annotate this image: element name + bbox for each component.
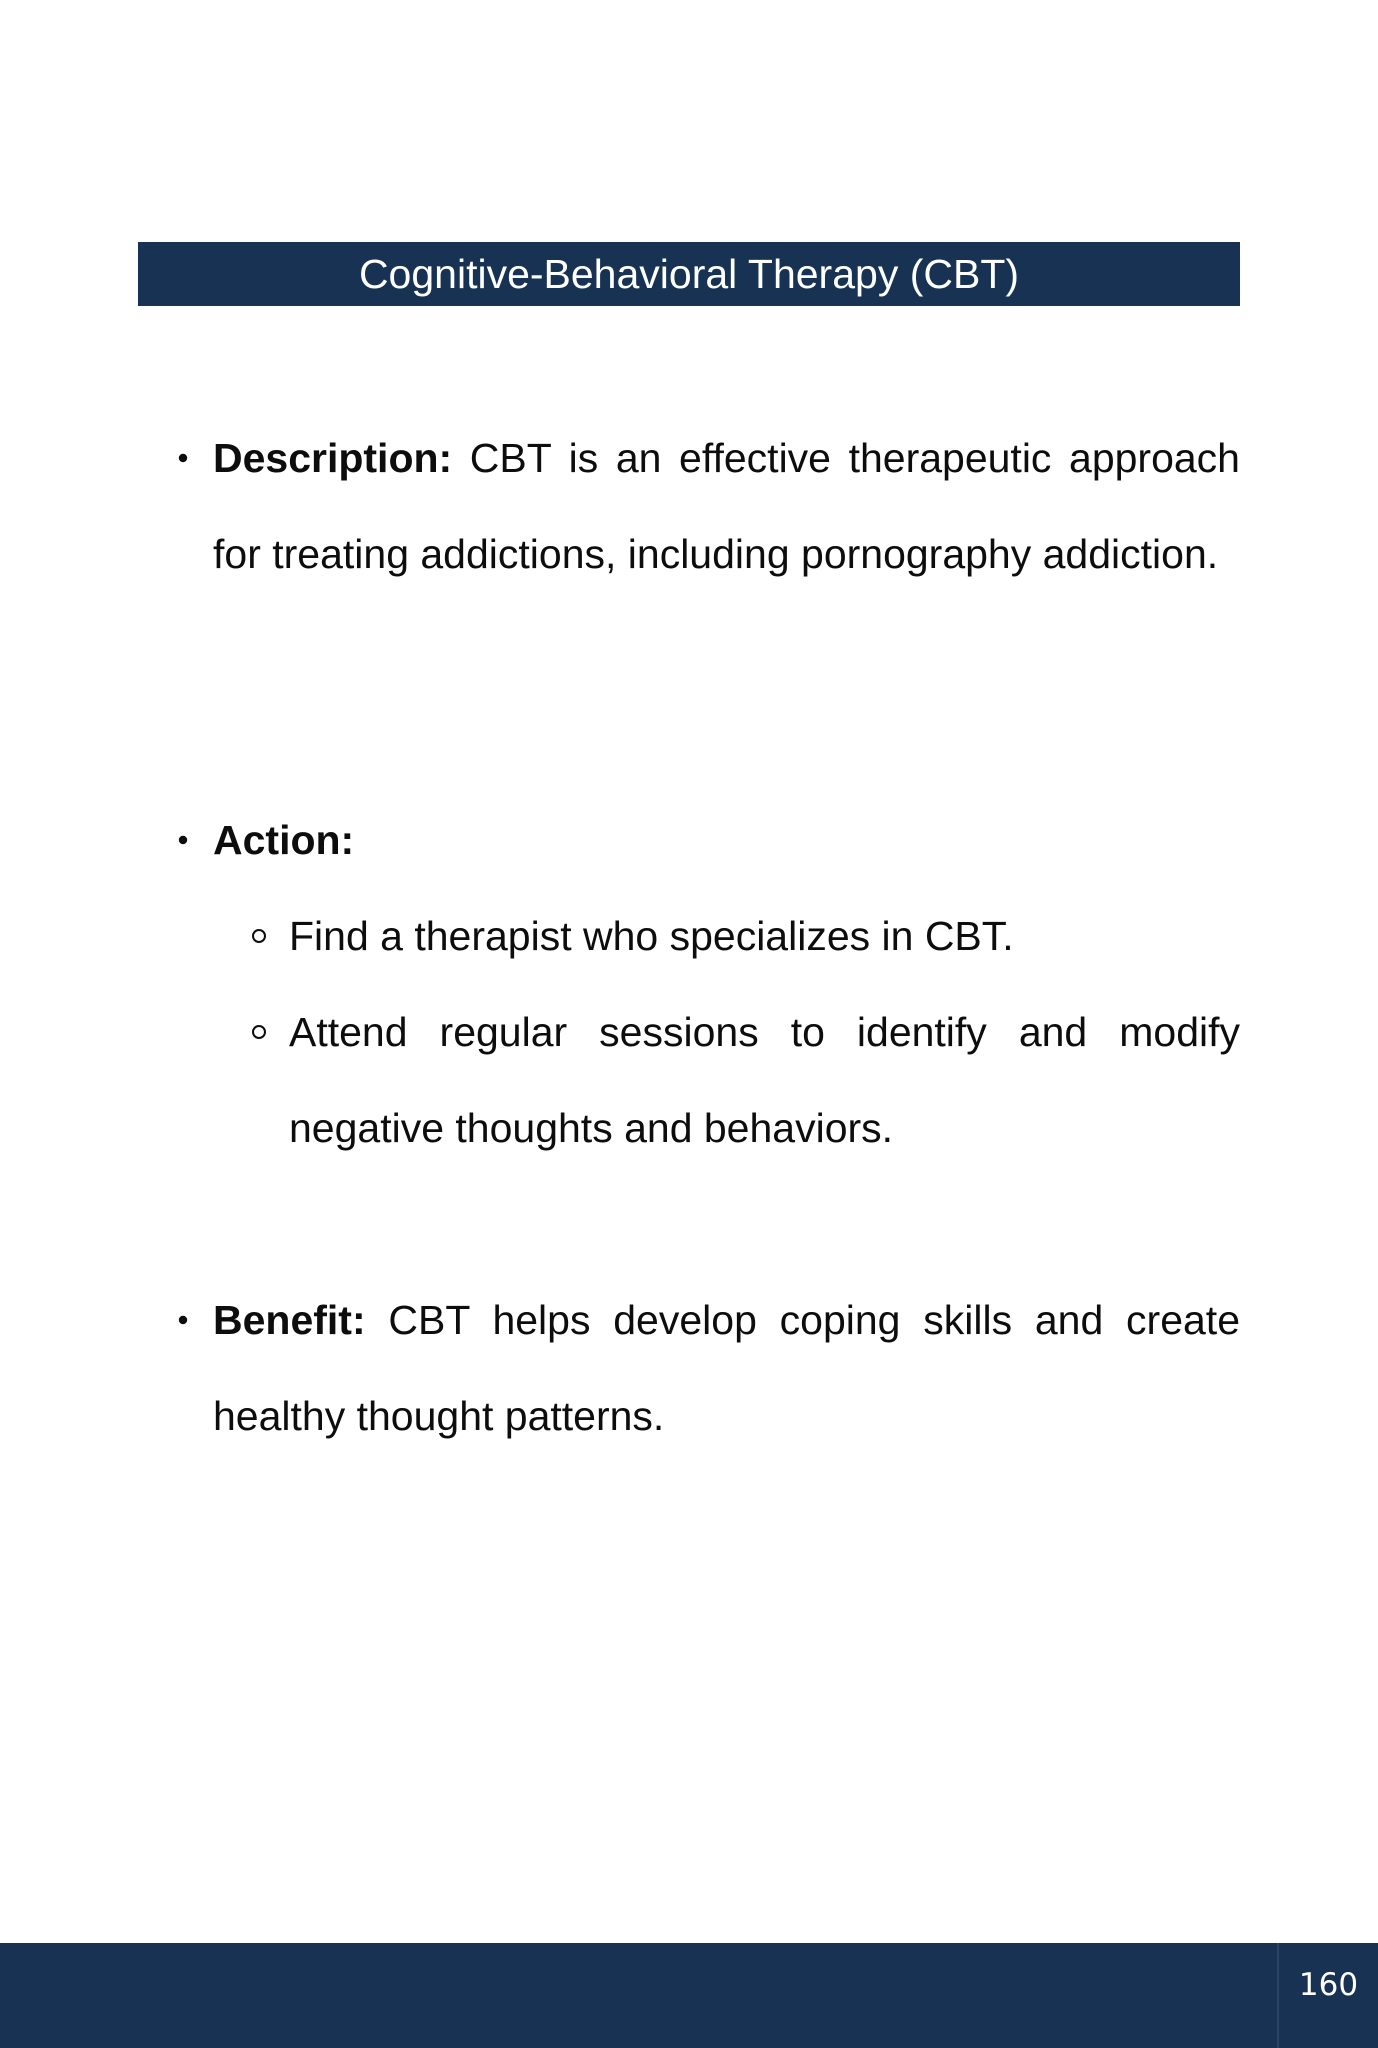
- page-number: 160: [1298, 1967, 1359, 2003]
- bullet-dot-icon: [179, 454, 187, 462]
- benefit-text: CBT helps develop coping skills and create healthy thought patterns.: [213, 1297, 1240, 1439]
- action-item: [213, 792, 1240, 888]
- bullet-dot-icon: [179, 836, 187, 844]
- description-label: Description:: [213, 435, 453, 481]
- hollow-bullet-icon: [252, 929, 266, 943]
- page-title: Cognitive-Behavioral Therapy (CBT): [138, 242, 1240, 306]
- benefit-label: Benefit:: [213, 1297, 366, 1343]
- benefit-item: [213, 1272, 1240, 1464]
- bullet-dot-icon: [179, 1316, 187, 1324]
- description-item: [213, 410, 1240, 602]
- hollow-bullet-icon: [252, 1025, 266, 1039]
- action-subitem-text: Attend regular sessions to identify and modify negative thoughts and behaviors.: [289, 1009, 1240, 1151]
- action-subitem: [289, 984, 1240, 1176]
- description-text: CBT is an effective therapeutic approach for treating addictions, including pornography addiction.: [213, 435, 1240, 577]
- action-label: Action:: [213, 817, 355, 863]
- page-footer: [0, 1943, 1378, 2048]
- action-subitem-text: Find a therapist who specializes in CBT.: [289, 913, 1014, 959]
- action-subitem: [289, 888, 1240, 984]
